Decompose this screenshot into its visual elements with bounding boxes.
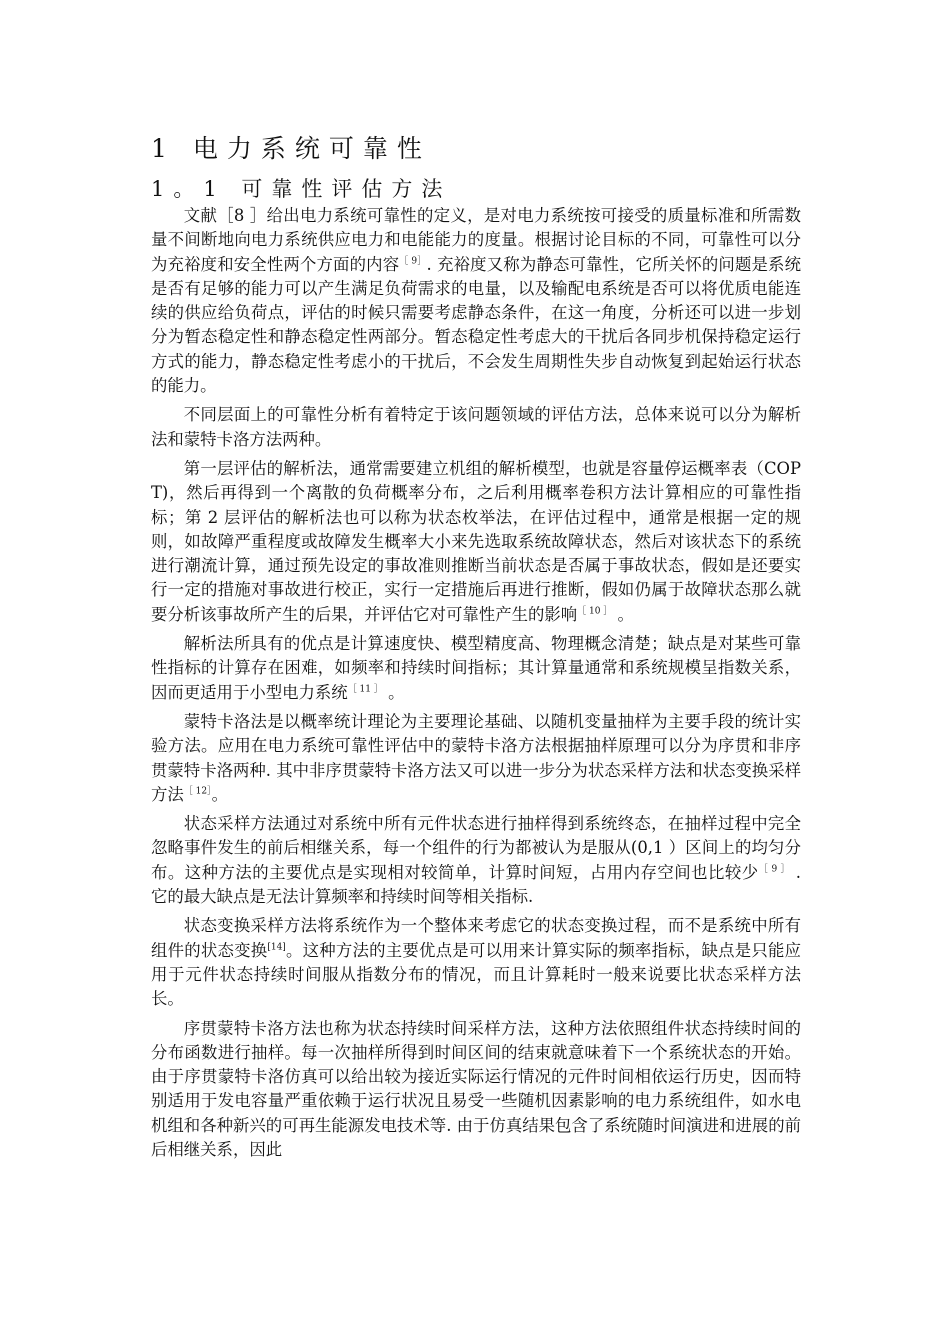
paragraph [151,457,801,627]
paragraph-text: 。 [612,604,634,624]
paragraph-text: 。这种方法的主要优点是可以用来计算实际的频率指标，缺点是只能应用于元件状态持续时间服从指数分布的情况，而且计算耗时一般来说要比状态采样方法长。 [151,940,802,1009]
citation: ［ 12］ [183,786,212,797]
paragraph [151,914,801,1011]
document-body [151,132,801,1167]
citation: ［ 9 ］ [758,864,791,875]
paragraph-text: 文献［8 ］给出电力系统可靠性的定义，是对电力系统按可接受的质量标准和所需数量不间断地向电力系统供应电力和电能能力的度量。根据讨论目标的不同，可靠性可以分为充裕度和安全性两个方面的内容 [151,206,801,274]
paragraph [151,204,801,398]
paragraph-text: 第一层评估的解析法，通常需要建立机组的解析模型，也就是容量停运概率表（COPT)，然后再得到一个离散的负荷概率分布，之后利用概率卷积方法计算相应的可靠性指标；第 2 层评估的解析法也可以称为状态枚举法，在评估过程中，通常是根据一定的规则，如故障严重程度或故障发生概率大小来先选取系统故障状态，然后对该状态下的系统进行潮流计算，通过预先设定的事故准则推断当前状态是否属于事故状态，假如是还要实行一定的措施对事故进行校正，实行一定措施后再进行推断，假如仍属于故障状态那么就要分析该事故所产生的后果，并评估它对可靠性产生的影响 [151,458,801,624]
citation: ［ 9］ [399,256,427,267]
paragraph [151,812,801,909]
paragraph-text: 。 [382,682,405,702]
paragraph-text: . 它的最大缺点是无法计算频率和持续时间等相关指标. [151,862,802,907]
paragraph-text: 。 [211,784,228,804]
paragraph-text: 序贯蒙特卡洛方法也称为状态持续时间采样方法，这种方法依照组件状态持续时间的分布函数进行抽样。每一次抽样所得到时间区间的结束就意味着下一个系统状态的开始。由于序贯蒙特卡洛仿真可以给出较为接近实际运行情况的元件时间相依运行历史，因而特别适用于发电容量严重依赖于运行状况且易受一些随机因素影响的电力系统组件，如水电机组和各种新兴的可再生能源发电技术等. 由于仿真结果包含了系统随时间演进和进展的前后相继关系，因此 [151,1018,801,1159]
paragraph [151,632,801,705]
paragraph-text: 状态采样方法通过对系统中所有元件状态进行抽样得到系统终态，在抽样过程中完全忽略事件发生的前后相继关系，每一个组件的行为都被认为是服从(0,1 ）区间上的均匀分布。这种方法的主要优点是实现相对较简单，计算时间短，占用内存空间也比较少 [151,814,801,882]
paragraph-text: 解析法所具有的优点是计算速度快、模型精度高、物理概念清楚；缺点是对某些可靠性指标的计算存在困难，如频率和持续时间指标；其计算量通常和系统规模呈指数关系，因而更适用于小型电力系统 [151,634,801,702]
paragraph-text: . 充裕度又称为静态可靠性，它所关怀的问题是系统是否有足够的能力可以产生满足负荷需求的电量，以及输配电系统是否可以将优质电能连续的供应给负荷点，评估的时候只需要考虑静态条件，在这一角度，分析还可以进一步划分为暂态稳定性和静态稳定性两部分。暂态稳定性考虑大的干扰后各同步机保持稳定运行方式的能力，静态稳定性考虑小的干扰后，不会发生周期性失步自动恢复到起始运行状态的能力。 [151,254,802,396]
citation: ［ 10 ］ [577,606,613,617]
paragraph-text: 不同层面上的可靠性分析有着特定于该问题领域的评估方法，总体来说可以分为解析法和蒙特卡洛方法两种。 [151,405,801,449]
paragraph [151,403,801,452]
subsection-heading: 1。1 可靠性评估方法 [151,177,452,201]
citation: [14] [267,942,286,953]
citation: ［ 11 ］ [347,684,383,695]
paragraph [151,710,801,807]
paragraph-text: 蒙特卡洛法是以概率统计理论为主要理论基础、以随机变量抽样为主要手段的统计实验方法。应用在电力系统可靠性评估中的蒙特卡洛方法根据抽样原理可以分为序贯和非序贯蒙特卡洛两种. 其中非序贯蒙特卡洛方法又可以进一步分为状态采样方法和状态变换采样方法 [151,711,801,804]
section-heading: 1 电力系统可靠性 [151,134,431,163]
paragraph-text: 状态变换采样方法将系统作为一个整体来考虑它的状态变换过程，而不是系统中所有组件的状态变换 [151,916,801,960]
paragraph [151,1017,801,1163]
